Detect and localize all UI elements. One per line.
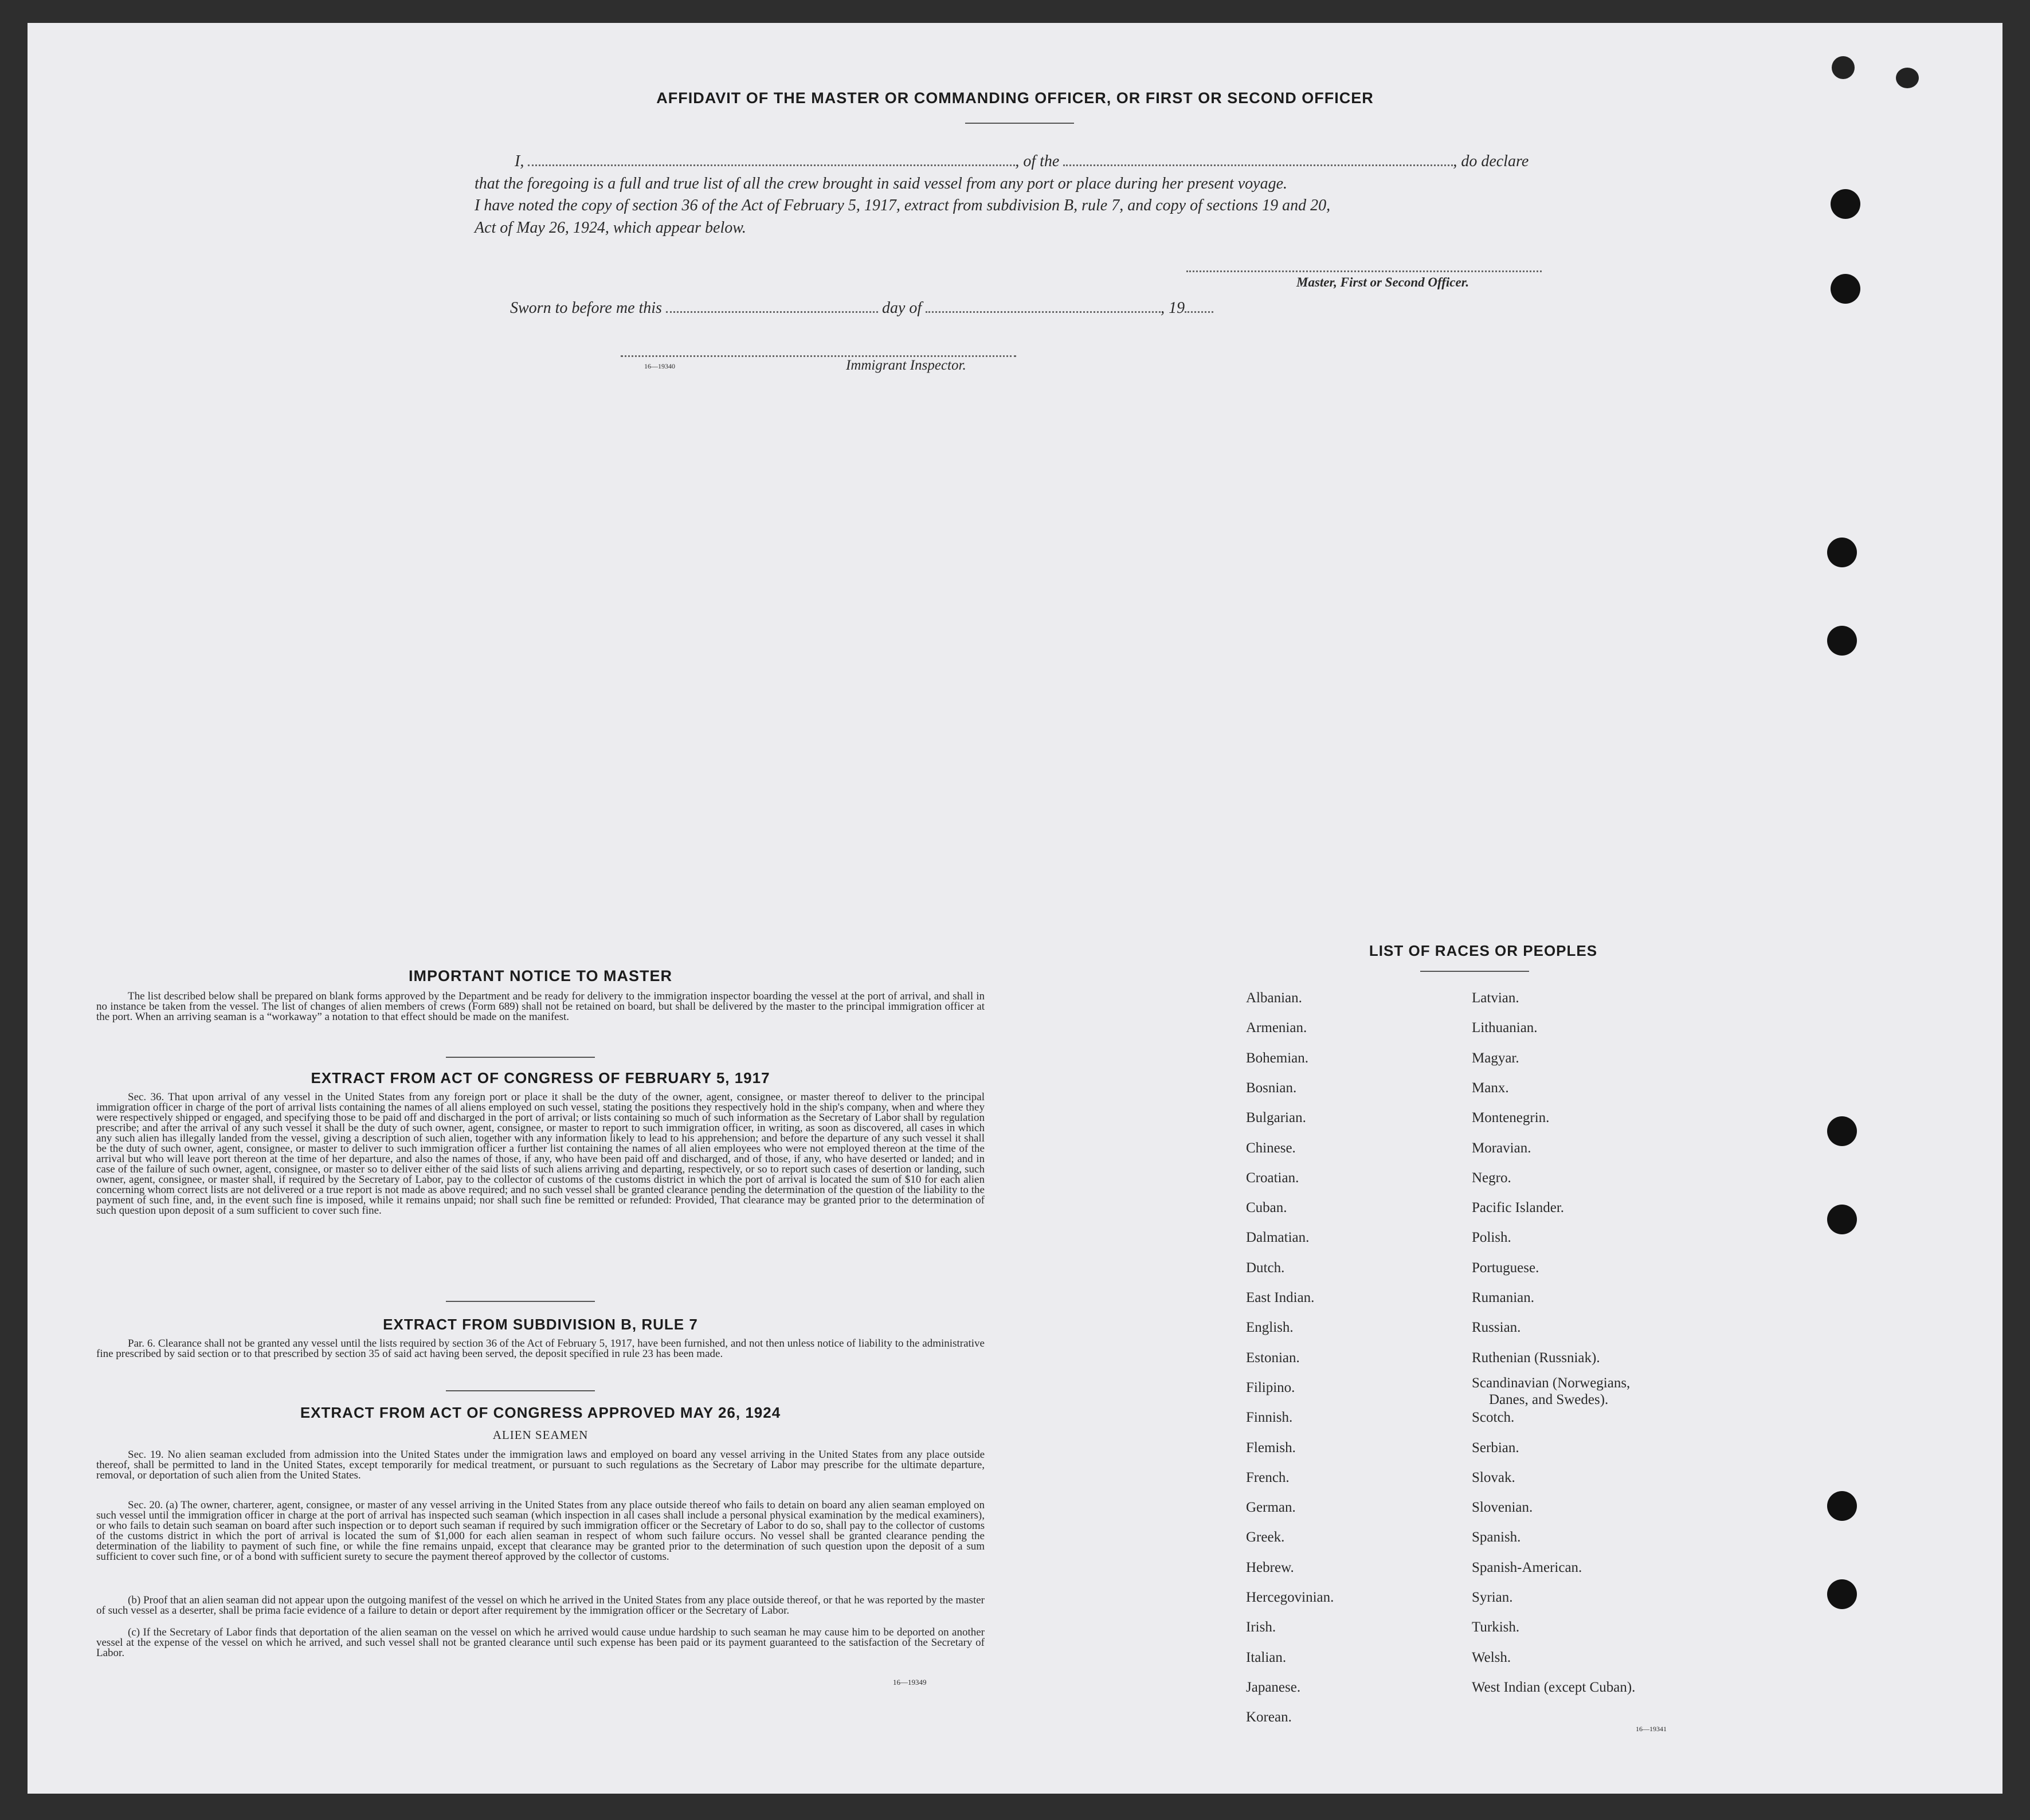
- race-item: German.: [1246, 1500, 1296, 1516]
- race-item: Scotch.: [1472, 1410, 1515, 1426]
- race-item: Rumanian.: [1472, 1290, 1535, 1305]
- punch-hole: [1831, 274, 1860, 304]
- race-item: Scandinavian (Norwegians,: [1472, 1375, 1631, 1391]
- race-item: Italian.: [1246, 1649, 1287, 1665]
- race-item: Estonian.: [1246, 1350, 1300, 1366]
- extract-1917-title: EXTRACT FROM ACT OF CONGRESS OF FEBRUARY 5, 1917: [311, 1069, 770, 1086]
- punch-hole: [1827, 1116, 1857, 1146]
- race-item: Croatian.: [1246, 1170, 1299, 1186]
- race-item: Albanian.: [1246, 990, 1302, 1006]
- race-item: Armenian.: [1246, 1020, 1307, 1036]
- race-item: Dalmatian.: [1246, 1230, 1310, 1246]
- race-item: English.: [1246, 1320, 1294, 1336]
- race-item: Montenegrin.: [1472, 1110, 1550, 1126]
- race-item: Welsh.: [1472, 1649, 1511, 1665]
- sec20b-text: (b) Proof that an alien seaman did not appear upon the outgoing manifest of the vessel on which he arrived in the United States from any place outside thereof, or that he was reported by the master of such vessel as a deserter, shall be prima facie evidence of a failure to detain or deport after requirement by the immigration officer or the Secretary of Labor.: [96, 1594, 985, 1617]
- vessel-field[interactable]: [1063, 164, 1453, 166]
- master-signature-label: Master, First or Second Officer.: [1296, 275, 1469, 289]
- of-the-label: , of the: [1015, 152, 1060, 170]
- extract-rule7-title: EXTRACT FROM SUBDIVISION B, RULE 7: [383, 1316, 698, 1333]
- affidavit-i-label: I,: [515, 152, 524, 170]
- race-item: Syrian.: [1472, 1590, 1513, 1605]
- punch-hole: [1827, 626, 1857, 656]
- race-item: Negro.: [1472, 1170, 1511, 1186]
- affidavit-line2: that the foregoing is a full and true list of all the crew brought in said vessel from any port or place during her present voyage.: [475, 175, 1288, 193]
- punch-hole: [1827, 1491, 1857, 1521]
- sec19-text: Sec. 19. No alien seaman excluded from admission into the United States under the immigration laws and employed on board any vessel arriving in the United States from any place outside thereof, shall be permitted to land in the United States, except temporarily for medical treatment, or pursuant to such regulations as the Secretary of Labor may prescribe for the ultimate departure, removal, or deportation of such alien from the United States.: [96, 1449, 985, 1481]
- race-item: Russian.: [1472, 1320, 1521, 1336]
- affidavit-line1: [515, 152, 1529, 171]
- race-item: Spanish.: [1472, 1529, 1521, 1546]
- punch-hole: [1827, 538, 1857, 567]
- affidavit-line3: I have noted the copy of section 36 of the Act of February 5, 1917, extract from subdivision B, rule 7, and copy of sections 19 and 20,: [475, 197, 1331, 214]
- notice-title: IMPORTANT NOTICE TO MASTER: [409, 967, 672, 984]
- race-item: Slovenian.: [1472, 1500, 1533, 1516]
- sworn-line: [510, 299, 1213, 317]
- sworn-label: Sworn to before me this: [510, 299, 662, 317]
- inspector-label: Immigrant Inspector.: [846, 358, 966, 373]
- race-item: East Indian.: [1246, 1290, 1315, 1305]
- race-item: West Indian (except Cuban).: [1472, 1679, 1636, 1695]
- races-form-code: 16—19341: [1636, 1725, 1667, 1733]
- sworn-month-field[interactable]: [926, 311, 1161, 313]
- section-divider: [446, 1301, 595, 1302]
- extract-1924-title: EXTRACT FROM ACT OF CONGRESS APPROVED MAY 26, 1924: [300, 1404, 781, 1421]
- section-divider: [446, 1390, 595, 1391]
- affidavit-line4: Act of May 26, 1924, which appear below.: [475, 219, 746, 237]
- punch-hole: [1827, 1579, 1857, 1609]
- races-title: LIST OF RACES OR PEOPLES: [1369, 942, 1598, 959]
- extract-1917-text: Sec. 36. That upon arrival of any vessel in the United States from any foreign port or place it shall be the duty of the owner, agent, consignee, or master thereof to deliver to the principal immigration officer in charge of the port of arrival lists containing the names of all aliens employed on such vessel, stating the positions they respectively hold in the ship's company, when and where they were respectively shipped or engaged, and specifying those to be paid off and discharged in the port of arrival; or lists containing so much of such information as the Secretary of Labor shall by regulation prescribe; and after the arrival of any such vessel it shall be the duty of such owner, agent, consignee, or master to report to such immigration officer, in writing, as soon as discovered, all cases in which any such alien has illegally landed from the vessel, giving a description of such alien, together with any information likely to lead to his apprehension; and before the departure of any such vessel it shall be the duty of such owner, agent, consignee, or master to deliver to such immigration officer a further list containing the names of all alien employees who were not employed thereon at the time of the arrival but who will leave port thereon at the time of her departure, and also the names of those, if any, who have been paid off and discharged, and of those, if any, who have deserted or landed; and in case of the failure of such owner, agent, consignee, or master so to deliver either of the said lists of such aliens arriving and departing, respectively, or so to report such cases of desertion or landing, such owner, agent, consignee, or master shall, if required by the Secretary of Labor, pay to the collector of customs of the customs district in which the port of arrival is located the sum of $10 for each alien concerning whom correct lists are not delivered or a true report is not made as above required; and no such vessel shall be granted clearance pending the determination of the question of the liability to the payment of such fine, and, in the event such fine is imposed, while it remains unpaid; nor shall such fine be remitted or refunded: Provided, That clearance may be granted prior to the determination of such question upon deposit of a sum sufficient to cover such fine.: [96, 1091, 985, 1217]
- race-item: Spanish-American.: [1472, 1559, 1582, 1575]
- race-item: French.: [1246, 1469, 1290, 1485]
- affidavit-form-code: 16—19340: [644, 362, 675, 370]
- sec20a-text: Sec. 20. (a) The owner, charterer, agent, consignee, or master of any vessel arriving in the United States from any place outside thereof who fails to detain on board any alien seaman employed on such vessel until the immigration officer in charge at the port of arrival has inspected such seaman (which inspection in all cases shall include a personal physical examination by the medical examiners), or who fails to detain such seaman on board after such inspection or to deport such seaman if required by such immigration officer or the Secretary of Labor to do so, shall pay to the collector of customs of the customs district in which the port of arrival is located the sum of $1,000 for each alien seaman in respect of whom such failure occurs. No vessel shall be granted clearance pending the determination of the liability to payment of such fine, or while the fine remains unpaid, except that clearance may be granted prior to the determination of such question upon the deposit of a sum sufficient to cover such fine, or of a bond with sufficient surety to secure the payment thereof approved by the collector of customs.: [96, 1499, 985, 1563]
- sec20c-text: (c) If the Secretary of Labor finds that deportation of the alien seaman on the vessel on which he arrived would cause undue hardship to such seaman he may cause him to be deported on another vessel at the expense of the vessel on which he arrived, and such vessel shall not be granted clearance until such expense has been paid or its payment guaranteed to the satisfaction of the Secretary of Labor.: [96, 1626, 985, 1659]
- ink-spot: [1896, 68, 1919, 88]
- race-item: Slovak.: [1472, 1469, 1515, 1485]
- race-item: Filipino.: [1246, 1379, 1295, 1395]
- notice-text: The list described below shall be prepared on blank forms approved by the Department and be ready for delivery to the immigration inspector boarding the vessel at the port of arrival, and shall in no instance be taken from the vessel. The list of changes of alien members of crews (Form 689) shall not be retained on board, but shall be delivered by the master to the principal immigration officer at the port. When an arriving seaman is a “workaway” a notation to that effect should be made on the manifest.: [96, 990, 985, 1023]
- race-item: Portuguese.: [1472, 1260, 1539, 1276]
- race-item: Flemish.: [1246, 1439, 1296, 1456]
- section-divider: [446, 1057, 595, 1058]
- race-item: Bulgarian.: [1246, 1110, 1306, 1126]
- race-item: Serbian.: [1472, 1439, 1519, 1456]
- race-item: Cuban.: [1246, 1200, 1287, 1216]
- alien-seamen-subtitle: ALIEN SEAMEN: [492, 1428, 589, 1442]
- race-item: Lithuanian.: [1472, 1020, 1538, 1036]
- race-item: Ruthenian (Russniak).: [1472, 1350, 1600, 1366]
- ink-spot: [1832, 56, 1855, 79]
- punch-hole: [1831, 189, 1860, 219]
- form-page: [28, 23, 2002, 1794]
- sworn-day-field[interactable]: [666, 311, 878, 313]
- race-item: Irish.: [1246, 1619, 1276, 1635]
- year-label: , 19: [1161, 299, 1185, 317]
- race-item: Hercegovinian.: [1246, 1590, 1334, 1605]
- race-item: Chinese.: [1246, 1140, 1296, 1156]
- races-divider: [1420, 971, 1529, 972]
- affidavit-title: AFFIDAVIT OF THE MASTER OR COMMANDING OFFICER, OR FIRST OR SECOND OFFICER: [656, 89, 1374, 107]
- race-item: Magyar.: [1472, 1050, 1519, 1066]
- race-item: Bosnian.: [1246, 1080, 1297, 1096]
- day-of-label: day of: [881, 299, 922, 317]
- race-item: Greek.: [1246, 1529, 1285, 1546]
- do-declare-label: , do declare: [1453, 152, 1529, 170]
- race-item: Manx.: [1472, 1080, 1509, 1096]
- race-item: Finnish.: [1246, 1410, 1293, 1426]
- race-item: Bohemian.: [1246, 1050, 1309, 1066]
- master-signature-line[interactable]: [1186, 270, 1542, 272]
- extract-form-code: 16—19349: [893, 1678, 927, 1686]
- race-item: Latvian.: [1472, 990, 1519, 1006]
- race-item: Japanese.: [1246, 1679, 1301, 1695]
- extract-rule7-text: Par. 6. Clearance shall not be granted any vessel until the lists required by section 36 of the Act of February 5, 1917, have been furnished, and not then unless notice of liability to the administrative fine prescribed by said section or to that prescribed by section 35 of said act having been served, the deposit specified in rule 23 has been made.: [96, 1337, 985, 1360]
- punch-hole: [1827, 1205, 1857, 1234]
- race-item: Danes, and Swedes).: [1489, 1391, 1609, 1407]
- race-item: Dutch.: [1246, 1260, 1285, 1276]
- race-item: Hebrew.: [1246, 1559, 1294, 1575]
- race-item: Turkish.: [1472, 1619, 1520, 1635]
- race-item: Moravian.: [1472, 1140, 1531, 1156]
- race-item: Korean.: [1246, 1709, 1292, 1725]
- inspector-signature-line[interactable]: [621, 355, 1016, 357]
- race-item: Pacific Islander.: [1472, 1200, 1565, 1216]
- title-divider: [965, 123, 1074, 124]
- race-item: Polish.: [1472, 1230, 1511, 1246]
- sworn-year-field[interactable]: [1185, 311, 1213, 313]
- name-field[interactable]: [528, 164, 1015, 166]
